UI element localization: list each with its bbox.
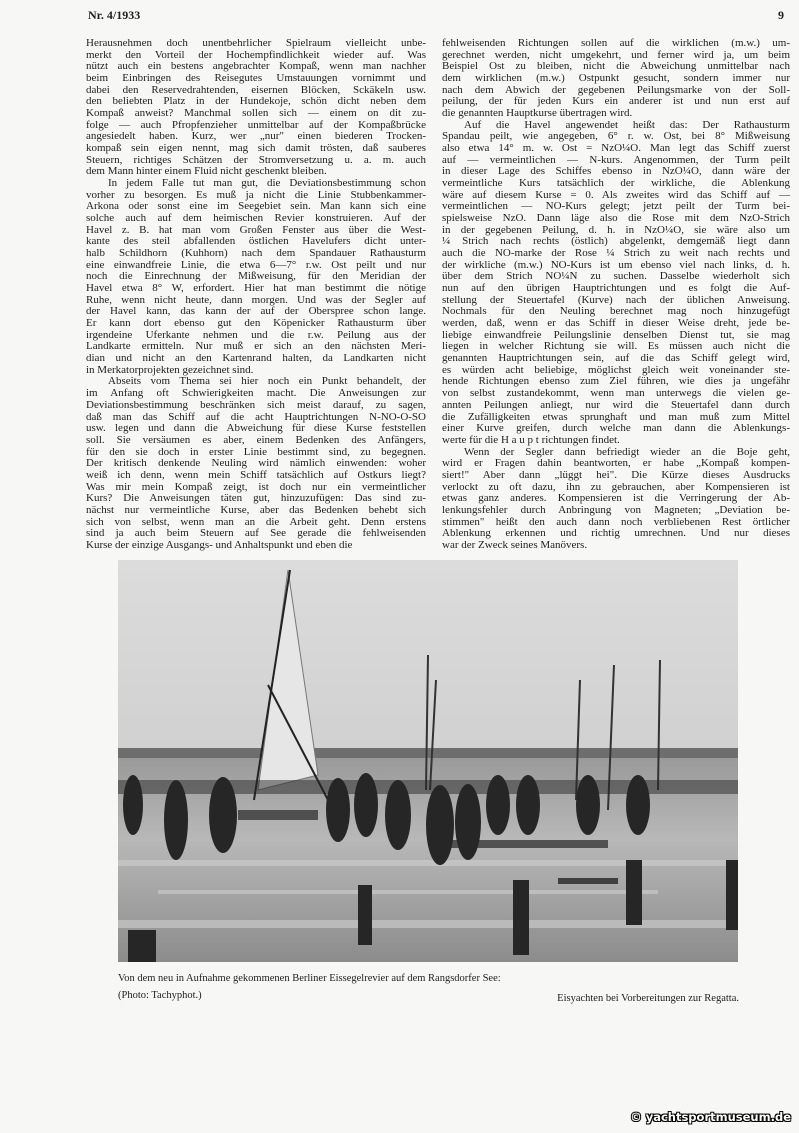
text-line: stimmen" heißt den auch dann noch verbliebenen Rest örtlicher (442, 516, 790, 528)
text-line: nützt auch ein bestens angebrachter Kompaß, wenn man nachher (86, 61, 426, 73)
page-number: 9 (778, 8, 784, 22)
text-line: es würden acht beliebige, möglichst gleich weit voneinander ste- (442, 364, 790, 376)
text-line: daß man das Schiff auf die acht Hauptrichtungen N-NO-O-SO (86, 411, 426, 423)
text-line: halb Schildhorn (Kuhhorn) nach dem Spandauer Rathausturm (86, 248, 426, 260)
text-column-left (86, 38, 426, 552)
text-line: wird er Fragen dahin beantworten, er habe „Kompaß kompen- (442, 458, 790, 470)
text-line: in dieser Lage des Schiffes ebenso in NzO¼O, dann wäre der (442, 166, 790, 178)
text-line: irgendeine Uferkante nehmen und die r.w. Peilung aus der (86, 329, 426, 341)
text-line: werden, daß, wenn er das Schiff in dieser Weise dreht, jede be- (442, 318, 790, 330)
text-line: Abseits vom Thema sei hier noch ein Punkt behandelt, der (108, 376, 426, 388)
photo-subject: Eisyachten bei Vorbereitungen zur Regatta. (557, 993, 739, 1004)
text-line: genannten Hauptrichtungen sein, auf die das Schiff gelegt wird, (442, 353, 790, 365)
photo-caption: Von dem neu in Aufnahme gekommenen Berliner Eissegelrevier auf dem Rangsdorfer See: (118, 973, 501, 984)
text-column-right (442, 38, 790, 552)
text-line: siert!" Aber dann „lüggt hei". Die Kürze dieses Ausdrucks (442, 469, 790, 481)
text-line: ¼ Strich nach rechts (östlich) abgelenkt, demgemäß liegt dann (442, 236, 790, 248)
text-line: gerechnet werden, nicht umgekehrt, und ferner wird ja, um beim (442, 49, 790, 61)
text-line: auf — vermeintlichen — N-kurs. Angenommen, der Turm peilt (442, 154, 790, 166)
text-line: in der gegebenen Peilung, d. h. in NzO¼O, sie wäre also um (442, 224, 790, 236)
text-line: folge — auch Pfropfenzieher unmittelbar auf der Kompaßbrücke (86, 119, 426, 131)
text-line: noch die Einrechnung der Mißweisung, für den Meridian der (86, 271, 426, 283)
text-line: Kompaß anweist? Manchmal sollen sich — einem on dit zu- (86, 108, 426, 120)
text-line: nächst nur vermeintliche Kurse, aber das Bedenken behebt sich (86, 504, 426, 516)
text-line: usw. legen und dann die Abweichung für diese Kurse feststellen (86, 423, 426, 435)
text-line: nach dem Abwich der gegebenen Peilungsmarke von der Soll- (442, 84, 790, 96)
text-line: Ruhe, wenn nicht heute, dann morgen. Und was der Segler auf (86, 294, 426, 306)
text-line: für den sie doch in erster Linie bestimmt sind, zu begegnen. (86, 446, 426, 458)
text-line: liebige einwandfreie Peilungslinie denselben Dienst tut, sie mag (442, 329, 790, 341)
text-line: etwas ganz anderes. Kompensieren ist die Verringerung der Ab- (442, 493, 790, 505)
text-line: dem wirklichen (m.w.) Ostpunkt gesucht, sondern immer nur (442, 73, 790, 85)
text-line: sind ja auch beim Steuern auf See gerade die fehlweisenden (86, 528, 426, 540)
text-line: nun auf den übrigen Hauptrichtungen und es folgt die Auf- (442, 283, 790, 295)
ice-yacht-photo (118, 560, 738, 962)
text-line: Nochmals für den Neuling berechnet mag noch hinzugefügt (442, 306, 790, 318)
text-line: Havel etwa 8° W, erfordert. Hier hat man bestimmt die nötige (86, 283, 426, 295)
photo-credit: (Photo: Tachyphot.) (118, 990, 202, 1001)
text-line: weiß ich denn, wenn mein Schiff tatsächlich auf Ostkurs liegt? (86, 469, 426, 481)
text-line: liegen in welcher Richtung sie will. Es müssen auch nicht die (442, 341, 790, 353)
text-line: Spandau peilt, wie angegeben, 6° r. w. Ost, bei 8° Mißweisung (442, 131, 790, 143)
text-line: soll. Sie versäumen es aber, einem Bedenken des Anfängers, (86, 434, 426, 446)
text-line: stellung der Steuertafel (Kurve) nach der üblichen Anweisung. (442, 294, 790, 306)
text-line: eine einwandfreie Linie, die etwa 6—7° r.w. Ost peilt und nur (86, 259, 426, 271)
text-line: werte für die H a u p t richtungen findet. (442, 434, 620, 446)
text-line: vermeintlichen — NO-Kurs gelegt; jetzt peilt der Turm bei- (442, 201, 790, 213)
text-line: kante des steil abfallenden östlichen Havelufers dicht unter- (86, 236, 426, 248)
text-line: Herausnehmen doch unentbehrlicher Spielraum vielleicht unbe- (86, 38, 426, 49)
text-line: merkt den Vorteil der Hochempfindlichkeit wieder auf. Was (86, 49, 426, 61)
text-line: lenkungsfehler durch Anbringung von Magneten; „Deviation be- (442, 504, 790, 516)
text-line: Kurs? Die Anweisungen täten gut, hinzuzufügen: Das sind zu- (86, 493, 426, 505)
text-line: Der kritisch denkende Neuling wird nämlich einwenden: woher (86, 458, 426, 470)
text-line: peilung, der für jeden Kurs ein anderer ist und nun erst auf (442, 96, 790, 108)
watermark: © yachtsportmuseum.de (630, 1110, 791, 1124)
text-line: dem Mann hinter einem Fluid nicht geschenkt bleiben. (86, 166, 327, 178)
text-line: angesiedelt haben. Kurz, wer „nur" einen biederen Trocken- (86, 131, 426, 143)
text-line: in Merkatorprojekten gezeichnet sind. (86, 364, 254, 376)
issue-number: Nr. 4/1933 (88, 8, 141, 22)
text-line: wäre auf diesem Kurse = 0. Als zweites wird das Schiff auf — (442, 189, 790, 201)
text-line: also etwa 14° m. w. Ost = NzO¼O. Man legt das Schiff zuerst (442, 143, 790, 155)
text-line: kompaß sein eigen nennt, mag sich damit trösten, daß sauberes (86, 143, 426, 155)
text-line: Steuern, richtiges Schätzen der Stromversetzung u. a. m. auch (86, 154, 426, 166)
text-line: der Havel kann, das kann der auf der Oberspree schon lange. (86, 306, 426, 318)
text-line: fehlweisenden Richtungen sollen auf die wirklichen (m.w.) um- (442, 38, 790, 49)
text-line: war der Zweck seines Manövers. (442, 539, 588, 551)
text-line: von selbst zustandekommt, wenn man unterwegs die vielen ge- (442, 388, 790, 400)
text-line: Havel z. B. hat man vom Großen Fenster aus über die West- (86, 224, 426, 236)
text-line: über dem Strich NO¼N zu suchen. Dasselbe wiederholt sich (442, 271, 790, 283)
text-line: vorher zu besorgen. Es muß ja nicht die Linie Stubbenkammer- (86, 189, 426, 201)
text-line: dabei den Reservedrahtenden, eisernen Blöcken, Sckäkeln usw. (86, 84, 426, 96)
text-line: hende Richtungen ebenso zum Ziel führen, wie dies ja ungefähr (442, 376, 790, 388)
text-line: In jedem Falle tut man gut, die Deviationsbestimmung schon (108, 178, 426, 190)
text-line: der wirkliche (m.w.) NO-Kurs ist um ebenso viel nach links, d. h. (442, 259, 790, 271)
text-line: Wenn der Segler dann befriedigt wieder an die Boje geht, (464, 446, 790, 458)
text-line: Landkarte ermitteln. Nur muß er sich an den nächsten Meri- (86, 341, 426, 353)
text-line: die genannten Hauptkurse übertragen wird. (442, 108, 633, 120)
text-line: Er kann dort ebenso gut den Köpenicker Rathausturm über (86, 318, 426, 330)
text-line: auch die NO-marke der Rose ¼ Strich zu weit nach rechts und (442, 248, 790, 260)
text-line: dian und nicht an den Kartenrand halten, da Landkarten nicht (86, 353, 426, 365)
text-line: vermeintliche Kurs tatsächlich der wirkliche, die Ablenkung (442, 178, 790, 190)
text-line: Kurse der einzige Ausgangs- und Anhaltspunkt und eben die (86, 539, 353, 551)
text-line: Deviationsbestimmung beschränken sich meist darauf, zu sagen, (86, 399, 426, 411)
text-line: Arkona oder sonst eine im Seegebiet sein. Man kann sich eine (86, 201, 426, 213)
text-line: beim Einbringen des Reisegutes Umstauungen vornimmt und (86, 73, 426, 85)
text-line: die Zufälligkeiten etwas sprunghaft und man muß zum Mittel (442, 411, 790, 423)
text-line: im Anfang oft Schwierigkeiten macht. Die Anweisungen zur (86, 388, 426, 400)
text-line: Ablenkung erkennen und richtig umrechnen. Und nur dieses (442, 528, 790, 540)
text-line: solche auch auf dem heimischen Revier konstruieren. Auf der (86, 213, 426, 225)
text-line: sich von selbst, wenn man an die Arbeit geht. Denn erstens (86, 516, 426, 528)
text-line: spielsweise NzO. Dann läge also die Rose mit dem NzO-Strich (442, 213, 790, 225)
text-line: einer Kurve greifen, durch welche man dann die Ablenkungs- (442, 423, 790, 435)
text-line: Auf die Havel angewendet heißt das: Der Rathausturm (464, 119, 790, 131)
text-line: den beliebten Platz in der Hundekoje, schön dicht neben dem (86, 96, 426, 108)
text-line: Beispiel Ost zu bleiben, nicht die Abweichung unmittelbar nach (442, 61, 790, 73)
text-line: verlockt zu oft dazu, ihn zu gebrauchen, aber Kompensieren ist (442, 481, 790, 493)
text-line: Was mir mein Kompaß zeigt, ist doch nur ein vermeintlicher (86, 481, 426, 493)
text-line: annten Peilungen anliegt, nur wird die Steuertafel dann durch (442, 399, 790, 411)
